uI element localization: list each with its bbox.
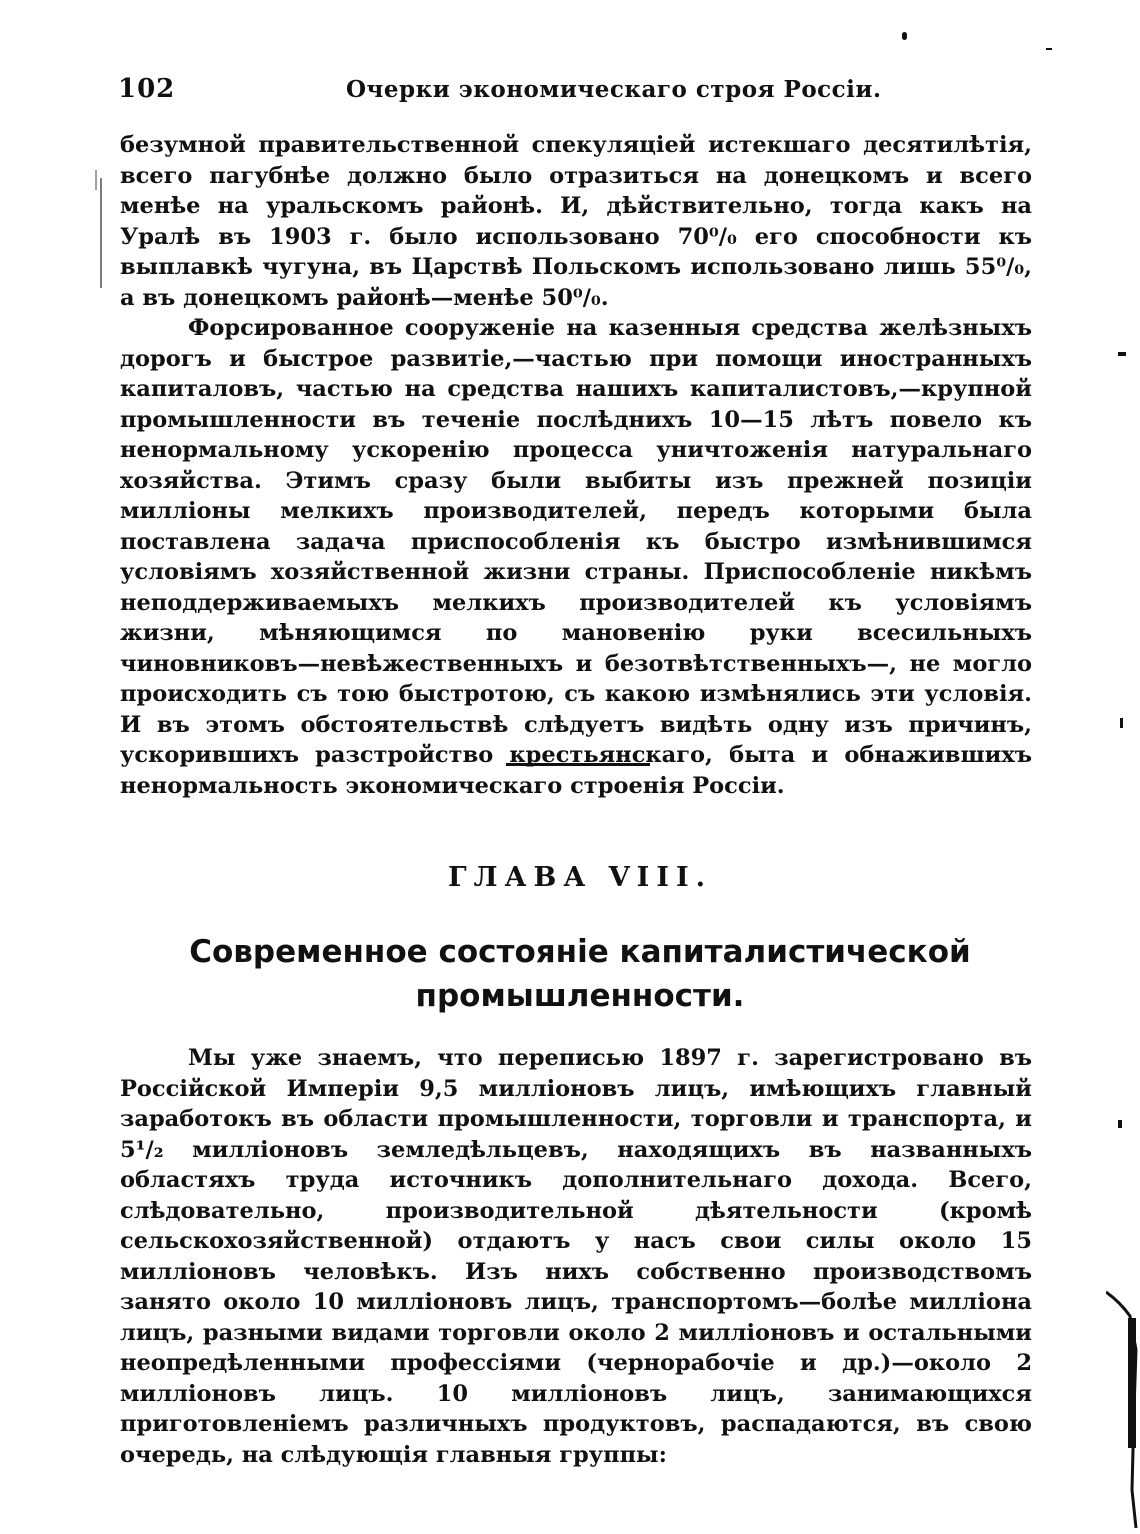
scan-speck bbox=[1046, 48, 1052, 50]
page-header bbox=[118, 74, 1030, 114]
section-separator-rule bbox=[506, 763, 650, 766]
margin-pencil-mark bbox=[95, 170, 97, 190]
scan-speck bbox=[902, 32, 907, 40]
chapter-title: Современное состояніе капиталистической промышленности. bbox=[189, 934, 971, 1014]
binding-edge-shadow bbox=[1106, 1290, 1140, 1530]
running-title: Очерки экономическаго строя Россіи. bbox=[346, 76, 882, 103]
scan-speck bbox=[1118, 1120, 1122, 1128]
text-block-bottom bbox=[120, 1043, 1032, 1470]
paragraph-continued: безумной правительственной спекуляціей истекшаго десятилѣтія, всего пагубнѣе должно было отразиться на донецкомъ и всего менѣе на уральскомъ районѣ. И, дѣйствительно, тогда какъ на Уралѣ въ 1903 г. было использовано 70⁰/₀ его способности къ выплавкѣ чугуна, въ Царствѣ Польскомъ использовано лишь 55⁰/₀, а въ донецкомъ районѣ—менѣе 50⁰/₀. bbox=[120, 132, 1032, 311]
text-block-top bbox=[120, 130, 1032, 801]
scan-speck bbox=[1118, 352, 1126, 356]
paragraph: Форсированное сооруженіе на казенныя средства желѣзныхъ дорогъ и быстрое развитіе,—частью при помощи иностранныхъ капиталовъ, частью на средства нашихъ капиталистовъ,—крупной промышленности въ теченіе послѣднихъ 10—15 лѣтъ повело къ ненормальному ускоренію процесса уничтоженія натуральнаго хозяйства. Этимъ сразу были выбиты изъ прежней позиціи милліоны мелкихъ производителей, передъ которыми была поставлена задача приспособленія къ быстро измѣнившимся условіямъ хозяйственной жизни страны. Приспособленіе никѣмъ неподдерживаемыхъ мелкихъ производителей къ условіямъ жизни, мѣняющимся по мановенію руки всесильныхъ чиновниковъ—невѣжественныхъ и безотвѣтственныхъ—, не могло происходить съ тою быстротою, съ какою измѣнялись эти условія. И въ этомъ обстоятельствѣ слѣдуетъ видѣть одну изъ причинъ, ускорившихъ разстройство крестьянскаго, быта и обнажившихъ ненормальность экономическаго строенія Россіи. bbox=[120, 315, 1032, 799]
page-number: 102 bbox=[118, 74, 176, 104]
paragraph: Мы уже знаемъ, что переписью 1897 г. зарегистровано въ Россійской Имперіи 9,5 милліоновъ лицъ, имѣющихъ главный заработокъ въ области промышленности, торговли и транспорта, и 5¹/₂ милліоновъ земледѣльцевъ, находящихъ въ названныхъ областяхъ труда источникъ дополнительнаго дохода. Всего, слѣдовательно, производительной дѣятельности (кромѣ сельскохозяйственной) отдаютъ у насъ свои силы около 15 милліоновъ человѣкъ. Изъ нихъ собственно производствомъ занято около 10 милліоновъ лицъ, транспортомъ—болѣе милліона лицъ, разными видами торговли около 2 милліоновъ и остальными неопредѣленными профессіями (чернорабочіе и др.)—около 2 милліоновъ лицъ. 10 милліоновъ лицъ, занимающихся приготовленіемъ различныхъ продуктовъ, распадаются, въ свою очередь, на слѣдующія главныя группы: bbox=[120, 1045, 1032, 1468]
chapter-number: ГЛАВА VIII. bbox=[448, 862, 712, 893]
margin-pencil-mark bbox=[100, 178, 102, 288]
scan-speck bbox=[1120, 718, 1123, 728]
